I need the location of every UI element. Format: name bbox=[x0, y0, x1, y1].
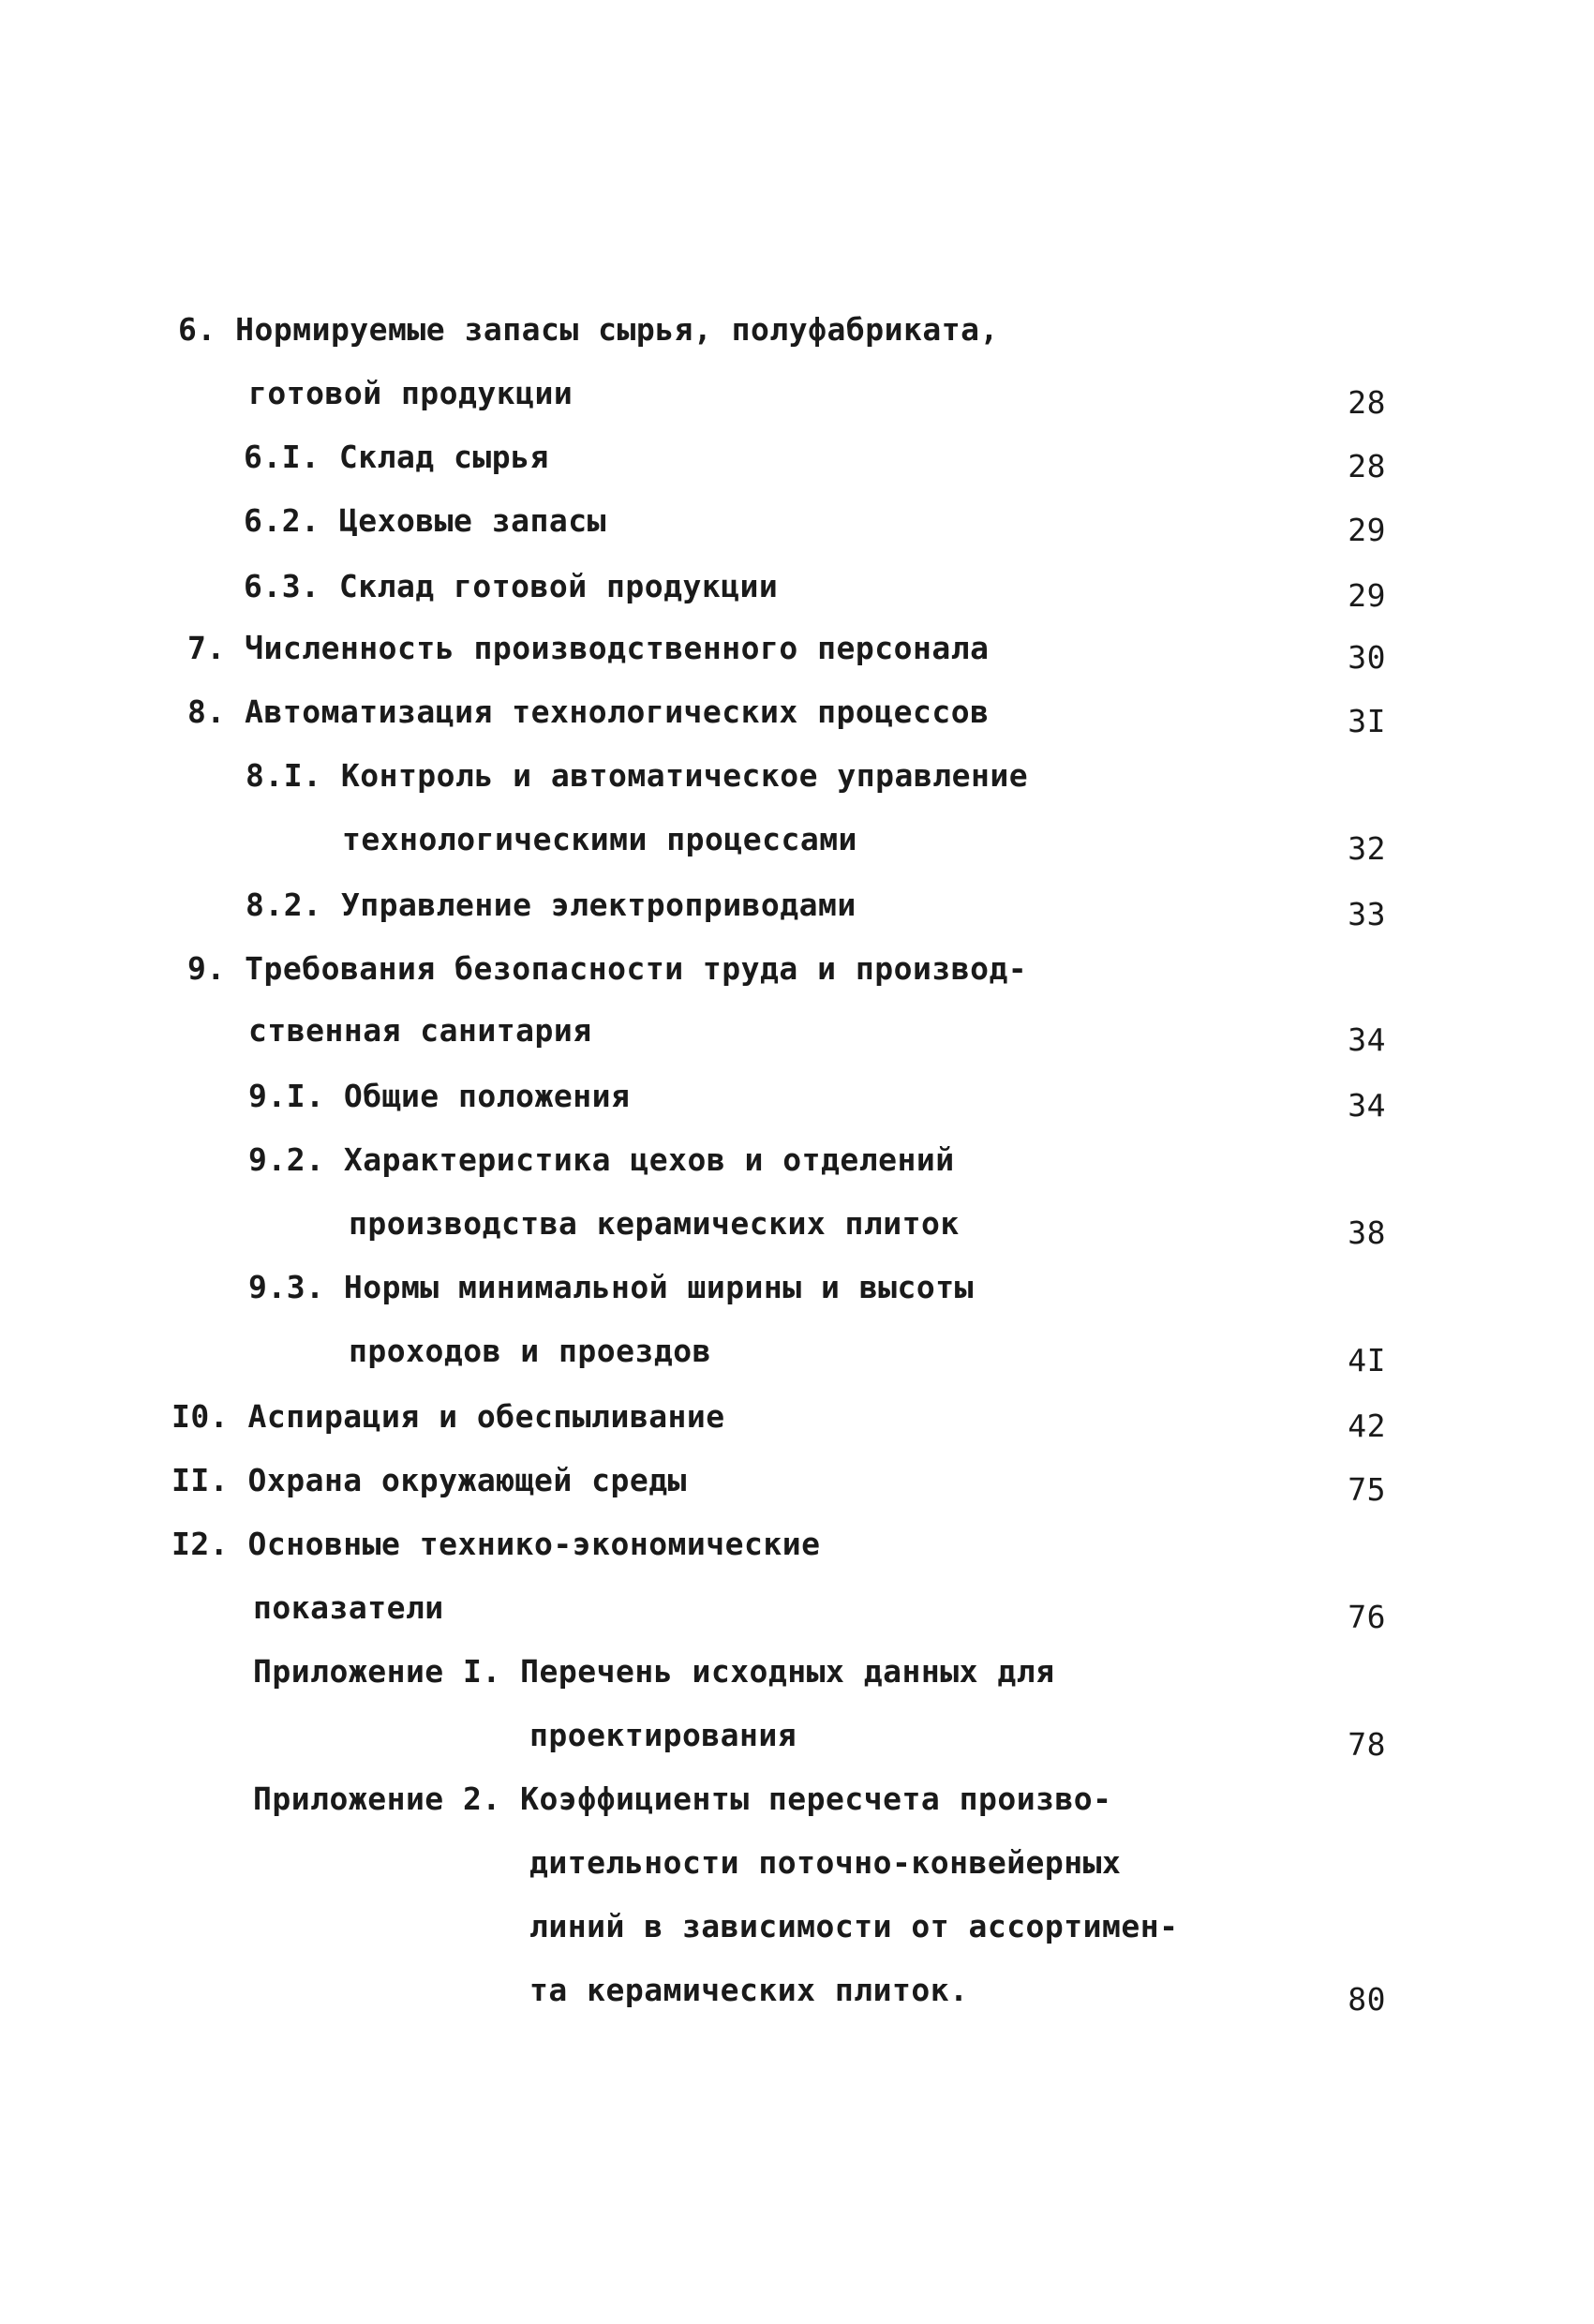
toc-page-number: 33 bbox=[1348, 896, 1386, 932]
toc-entry-8-1 bbox=[0, 748, 1594, 804]
toc-entry-text: та керамических плиток. bbox=[529, 1972, 969, 2008]
toc-page-number: 76 bbox=[1348, 1599, 1386, 1635]
toc-entry-text: технологическими процессами bbox=[342, 821, 857, 857]
toc-entry-9-2 bbox=[0, 1132, 1594, 1188]
toc-appendix-2-cont-1 bbox=[0, 1835, 1594, 1891]
toc-entry-11 bbox=[0, 1452, 1594, 1509]
toc-entry-text: 9.3. Нормы минимальной ширины и высоты bbox=[248, 1269, 974, 1305]
toc-entry-text: проектирования bbox=[529, 1717, 797, 1753]
toc-appendix-2-cont-2 bbox=[0, 1899, 1594, 1955]
toc-page-number: 34 bbox=[1348, 1087, 1386, 1124]
toc-page-number: 32 bbox=[1348, 830, 1386, 867]
toc-entry-text: 8.2. Управление электроприводами bbox=[246, 886, 857, 923]
toc-entry-9-3 bbox=[0, 1259, 1594, 1316]
toc-page-number: 3I bbox=[1348, 703, 1386, 739]
toc-entry-6-2 bbox=[0, 493, 1594, 549]
toc-entry-8 bbox=[0, 684, 1594, 740]
toc-entry-text: 6.3. Склад готовой продукции bbox=[244, 568, 779, 604]
toc-page-number: 75 bbox=[1348, 1471, 1386, 1508]
toc-page-number: 29 bbox=[1348, 577, 1386, 614]
toc-entry-text: Приложение I. Перечень исходных данных для bbox=[253, 1653, 1055, 1690]
toc-entry-text: проходов и проездов bbox=[349, 1333, 711, 1369]
toc-entry-text: 8.I. Контроль и автоматическое управление bbox=[246, 757, 1029, 794]
toc-appendix-2 bbox=[0, 1771, 1594, 1827]
toc-entry-text: Приложение 2. Коэффициенты пересчета произво- bbox=[253, 1780, 1112, 1817]
toc-entry-8-1-cont bbox=[0, 812, 1594, 868]
toc-entry-6-title-cont bbox=[0, 365, 1594, 422]
toc-entry-text: 9. Требования безопасности труда и производ- bbox=[187, 950, 1028, 987]
toc-entry-text: дительности поточно-конвейерных bbox=[529, 1844, 1122, 1881]
toc-entry-10 bbox=[0, 1389, 1594, 1445]
toc-entry-12 bbox=[0, 1516, 1594, 1572]
toc-entry-9-cont bbox=[0, 1003, 1594, 1059]
toc-entry-text: линий в зависимости от ассортимен- bbox=[529, 1908, 1179, 1944]
toc-page-number: 34 bbox=[1348, 1021, 1386, 1058]
toc-entry-text: 8. Автоматизация технологических процессов bbox=[187, 693, 990, 730]
toc-appendix-2-cont-3 bbox=[0, 1962, 1594, 2019]
toc-entry-9-1 bbox=[0, 1068, 1594, 1125]
toc-page-number: 28 bbox=[1348, 448, 1386, 484]
toc-entry-text: 6. Нормируемые запасы сырья, полуфабриката, bbox=[178, 311, 999, 348]
toc-entry-text: производства керамических плиток bbox=[349, 1205, 960, 1242]
toc-page-number: 38 bbox=[1348, 1214, 1386, 1251]
toc-entry-text: 9.2. Характеристика цехов и отделений bbox=[248, 1141, 955, 1178]
toc-entry-text: 7. Численность производственного персонала bbox=[187, 630, 990, 666]
toc-entry-9-2-cont bbox=[0, 1196, 1594, 1252]
toc-page-number: 80 bbox=[1348, 1981, 1386, 2018]
toc-entry-text: 9.I. Общие положения bbox=[248, 1078, 631, 1114]
toc-entry-6-title bbox=[0, 302, 1594, 358]
toc-page-number: 42 bbox=[1348, 1408, 1386, 1444]
toc-entry-text: 6.2. Цеховые запасы bbox=[244, 502, 606, 539]
toc-page-number: 30 bbox=[1348, 639, 1386, 676]
toc-entry-9-3-cont bbox=[0, 1323, 1594, 1379]
toc-page-number: 28 bbox=[1348, 384, 1386, 421]
toc-page-number: 78 bbox=[1348, 1726, 1386, 1763]
toc-entry-text: I2. Основные технико-экономические bbox=[171, 1526, 821, 1562]
toc-entry-text: 6.I. Склад сырья bbox=[244, 439, 549, 475]
toc-entry-text: готовой продукции bbox=[248, 375, 574, 411]
toc-entry-6-3 bbox=[0, 559, 1594, 615]
toc-page-number: 4I bbox=[1348, 1342, 1386, 1378]
toc-entry-text: II. Охрана окружающей среды bbox=[171, 1462, 687, 1498]
toc-entry-8-2 bbox=[0, 877, 1594, 933]
toc-entry-text: I0. Аспирация и обеспыливание bbox=[171, 1398, 725, 1435]
toc-entry-text: показатели bbox=[253, 1589, 444, 1626]
toc-entry-12-cont bbox=[0, 1580, 1594, 1636]
toc-page-number: 29 bbox=[1348, 512, 1386, 548]
toc-entry-text: ственная санитария bbox=[248, 1012, 592, 1049]
toc-entry-6-1 bbox=[0, 429, 1594, 485]
toc-entry-7 bbox=[0, 620, 1594, 677]
toc-appendix-1 bbox=[0, 1644, 1594, 1700]
toc-entry-9 bbox=[0, 941, 1594, 997]
toc-appendix-1-cont bbox=[0, 1707, 1594, 1764]
